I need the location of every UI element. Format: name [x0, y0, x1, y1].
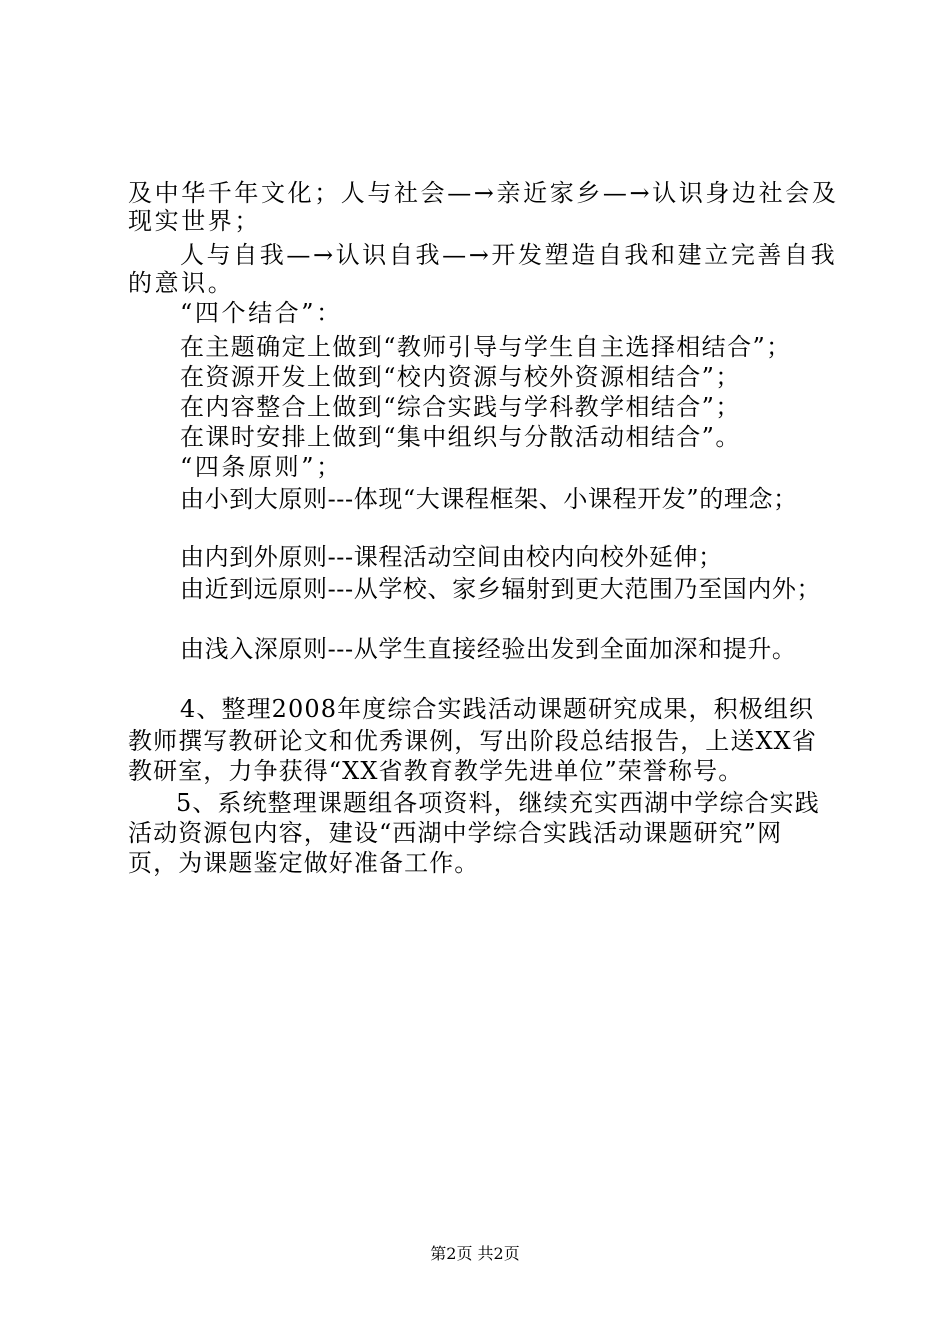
list-item: 由小到大原则---体现“大课程框架、小课程开发”的理念； — [180, 485, 798, 513]
body-text-line: 页，为课题鉴定做好准备工作。 — [128, 849, 480, 877]
list-item: 由内到外原则---课程活动空间由校内向校外延伸； — [180, 543, 723, 571]
body-text-line: 及中华千年文化；人与社会—→亲近家乡—→认识身边社会及 — [128, 179, 839, 207]
body-text-line: 人与自我—→认识自我—→开发塑造自我和建立完善自我 — [180, 241, 838, 269]
list-item: 在资源开发上做到“校内资源与校外资源相结合”； — [180, 363, 741, 391]
body-text-line: 现实世界； — [128, 207, 261, 235]
list-item: 在主题确定上做到“教师引导与学生自主选择相结合”； — [180, 333, 792, 361]
body-text-line: 的意识。 — [128, 269, 235, 297]
paragraph-item-5: 5、系统整理课题组各项资料，继续充实西湖中学综合实践 — [176, 789, 820, 817]
section-heading-four-principles: “四条原则”； — [180, 453, 343, 481]
body-text-line: 活动资源包内容，建设“西湖中学综合实践活动课题研究”网 — [128, 819, 783, 847]
body-text-line: 教师撰写教研论文和优秀课例，写出阶段总结报告，上送XX省 — [128, 727, 817, 755]
list-item: 在课时安排上做到“集中组织与分散活动相结合”。 — [180, 423, 741, 451]
paragraph-item-4: 4、整理2008年度综合实践活动课题研究成果，积极组织 — [180, 695, 815, 723]
list-item: 由近到远原则---从学校、家乡辐射到更大范围乃至国内外； — [180, 575, 822, 603]
list-item: 由浅入深原则---从学生直接经验出发到全面加深和提升。 — [180, 635, 797, 663]
section-heading-four-combinations: “四个结合”： — [180, 299, 343, 327]
page-number-footer: 第2页 共2页 — [430, 1244, 520, 1263]
body-text-line: 教研室，力争获得“XX省教育教学先进单位”荣誉称号。 — [128, 757, 744, 785]
list-item: 在内容整合上做到“综合实践与学科教学相结合”； — [180, 393, 741, 421]
